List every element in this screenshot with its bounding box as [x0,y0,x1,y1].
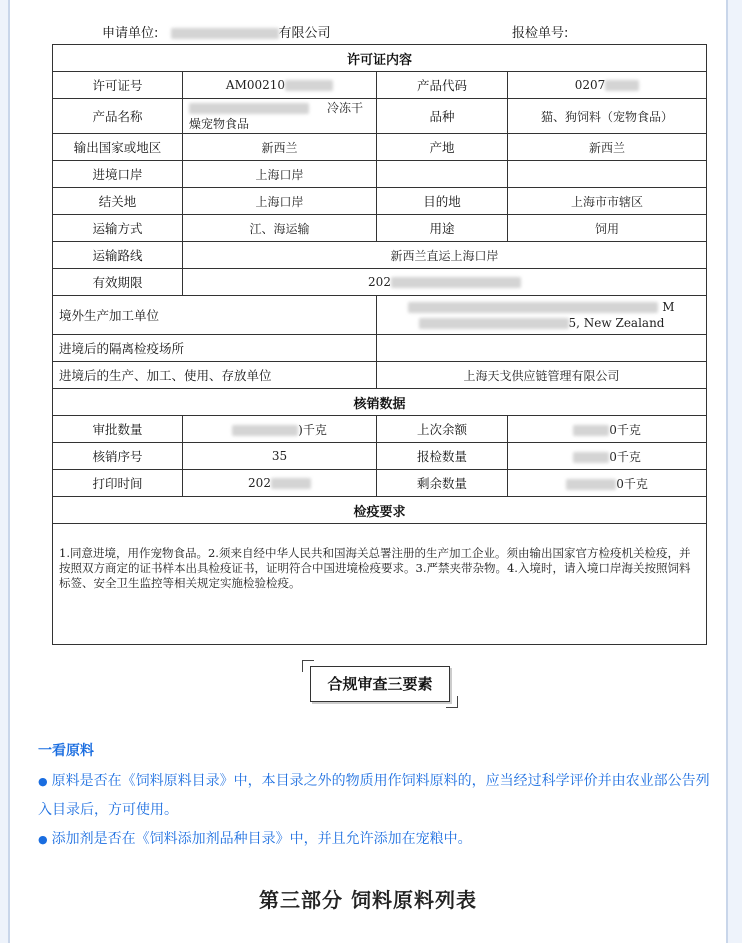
last-balance-value: 0千克 [508,416,707,443]
import-permit-scan [50,0,706,630]
print-time-label: 打印时间 [53,470,183,497]
transport-value: 江、海运输 [183,215,377,242]
customs-place-value: 上海口岸 [183,188,377,215]
origin-value: 新西兰 [508,134,707,161]
entry-port-label: 进境口岸 [53,161,183,188]
permit-section-title: 许可证内容 [53,45,707,72]
corner-mark [302,660,303,672]
verification-section-title: 核销数据 [53,389,707,416]
permit-no-value: AM00210 [183,72,377,99]
route-label: 运输路线 [53,242,183,269]
permit-no-label: 许可证号 [53,72,183,99]
post-entry-unit-value: 上海天戈供应链管理有限公司 [377,362,707,389]
part-three-title: 第三部分 饲料原料列表 [259,888,477,912]
article-frame [8,0,728,943]
inspection-number-label: 报检单号: [512,26,569,41]
product-code-value: 0207 [508,72,707,99]
origin-label: 产地 [377,134,508,161]
entry-port-value: 上海口岸 [183,161,377,188]
empty-cell [508,161,707,188]
validity-value: 202 [183,269,707,296]
customs-place-label: 结关地 [53,188,183,215]
verification-seq-value: 35 [183,443,377,470]
declared-qty-label: 报检数量 [377,443,508,470]
route-value: 新西兰直运上海口岸 [183,242,707,269]
declared-qty-value: 0千克 [508,443,707,470]
quarantine-site-value [377,335,707,362]
product-name-value: 冷冻干 燥宠物食品 [183,99,377,134]
use-label: 用途 [377,215,508,242]
product-code-label: 产品代码 [377,72,508,99]
approved-qty-value: )千克 [183,416,377,443]
export-country-value: 新西兰 [183,134,377,161]
bullet-raw-materials: ● 原料是否在《饲料原料目录》中，本目录之外的物质用作饲料原料的，应当经过科学评价并由农业部公告列入目录后，方可使用。 [38,773,710,818]
post-entry-unit-label: 进境后的生产、加工、使用、存放单位 [53,362,377,389]
verification-seq-label: 核销序号 [53,443,183,470]
applicant-tail: 有限公司 [278,26,331,41]
variety-label: 品种 [377,99,508,134]
product-name-label: 产品名称 [53,99,183,134]
use-value: 饲用 [508,215,707,242]
permit-table [52,44,707,645]
compliance-heading-box [302,660,458,708]
empty-cell [377,161,508,188]
bullet-dot-icon: ● [38,833,48,846]
transport-label: 运输方式 [53,215,183,242]
corner-mark [302,660,314,661]
print-time-value: 202 [183,470,377,497]
destination-value: 上海市市辖区 [508,188,707,215]
quarantine-requirements-text: 1.同意进境，用作宠物食品。2.须来自经中华人民共和国海关总署注册的生产加工企业。须由输出国家官方检疫机关检疫，并按照双方商定的证书样本出具检疫证书，证明符合中国进境检疫要求。3.严禁夹带杂物。4.入境时，请入境口岸海关按照饲料标签、安全卫生监控等相关规定实施检验检疫。 [53,524,707,645]
remaining-qty-label: 剩余数量 [377,470,508,497]
applicant-label: 申请单位: [102,26,159,41]
approved-qty-label: 审批数量 [53,416,183,443]
bullet-dot-icon: ● [38,775,48,788]
corner-mark [457,696,458,708]
quarantine-site-label: 进境后的隔离检疫场所 [53,335,377,362]
variety-value: 猫、狗饲料（宠物食品） [508,99,707,134]
check-materials-heading: 一看原料 [38,743,94,759]
export-country-label: 输出国家或地区 [53,134,183,161]
validity-label: 有效期限 [53,269,183,296]
overseas-producer-label: 境外生产加工单位 [53,296,377,335]
redacted-applicant [171,28,279,39]
remaining-qty-value: 0千克 [508,470,707,497]
destination-label: 目的地 [377,188,508,215]
last-balance-label: 上次余额 [377,416,508,443]
compliance-heading: 合规审查三要素 [310,666,450,702]
applicant-line [102,22,331,41]
permit-header [50,22,706,42]
overseas-producer-value: M 5, New Zealand [377,296,707,335]
requirements-section-title: 检疫要求 [53,497,707,524]
bullet-additives: ● 添加剂是否在《饲料添加剂品种目录》中，并且允许添加在宠粮中。 [38,831,472,847]
